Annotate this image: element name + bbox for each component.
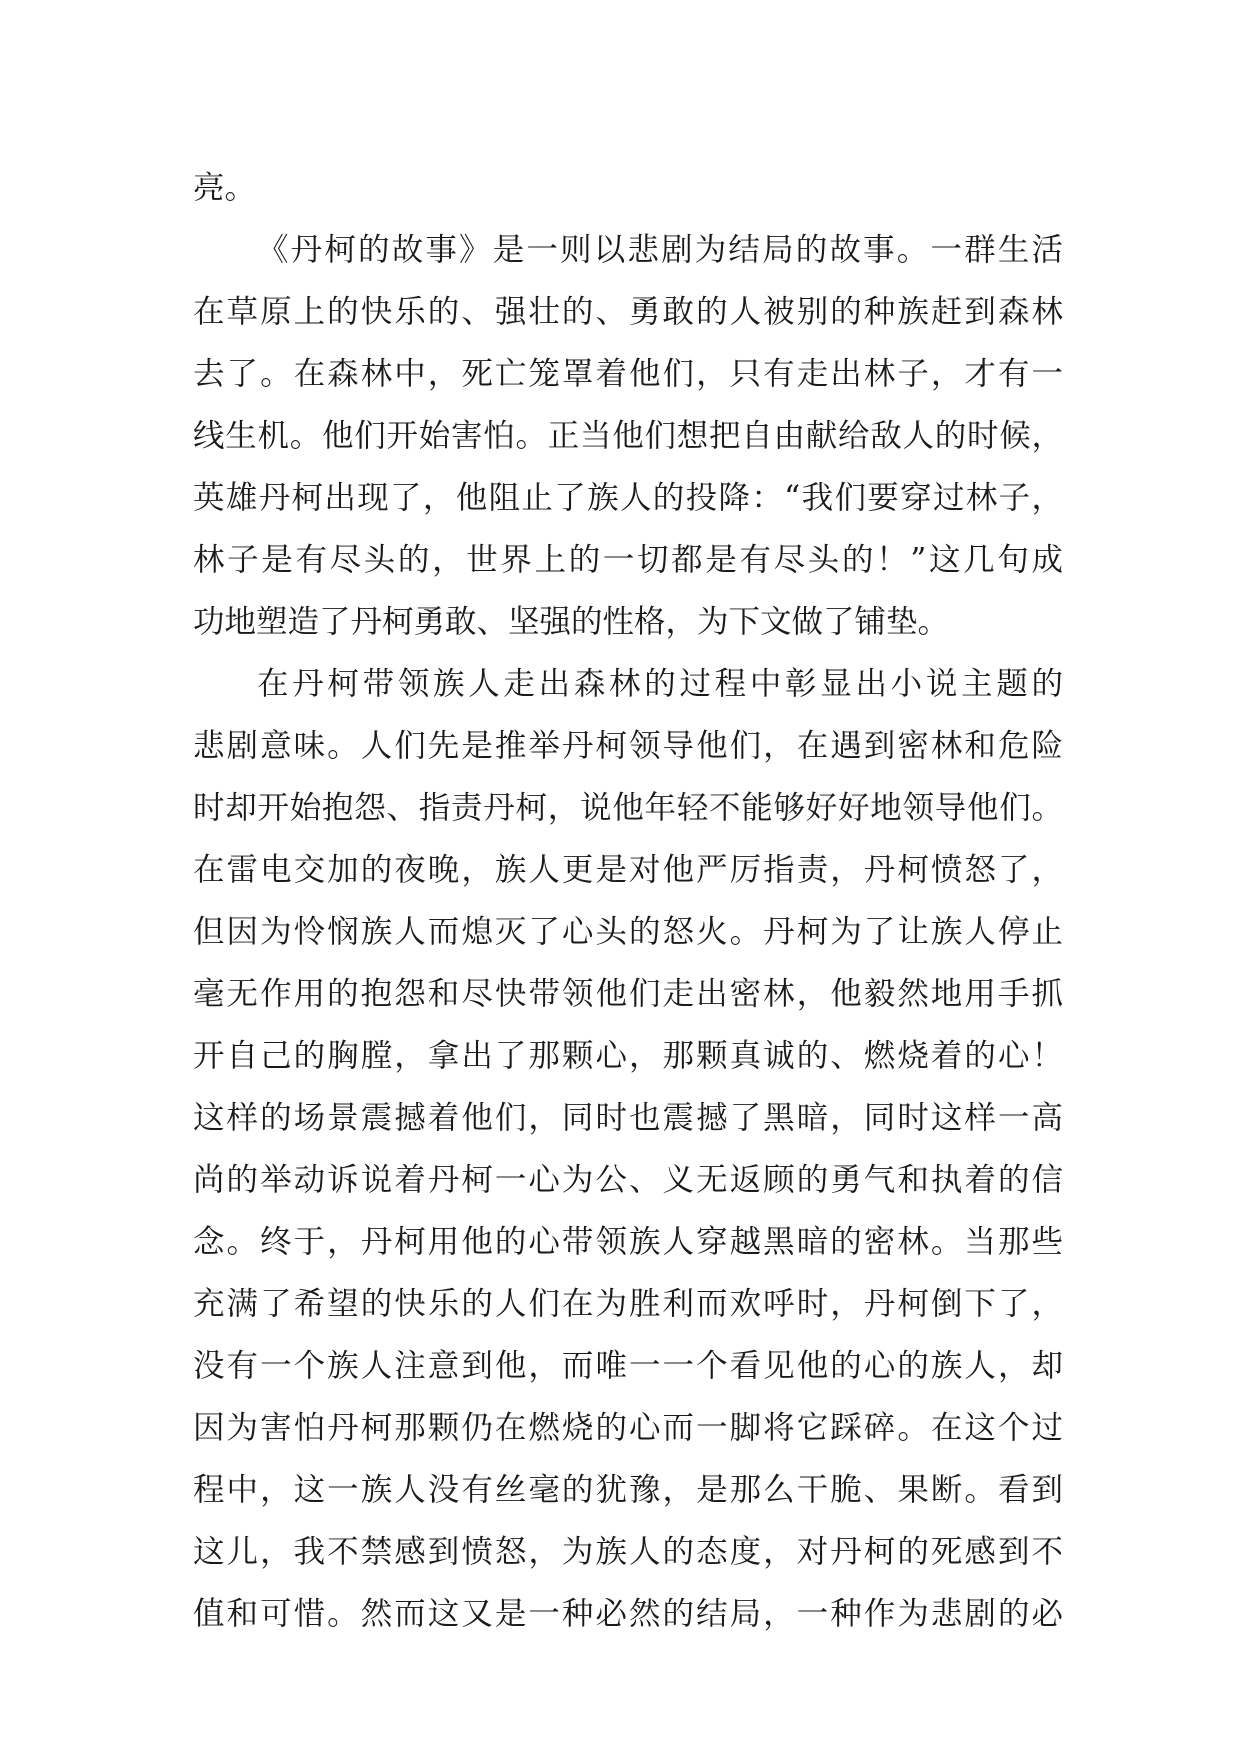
text-line: 线生机。他们开始害怕。正当他们想把自由献给敌人的时候， <box>193 418 1063 454</box>
text-line: 《丹柯的故事》是一则以悲剧为结局的故事。一群生活 <box>257 232 1063 268</box>
text-line: 在丹柯带领族人走出森林的过程中彰显出小说主题的 <box>257 666 1063 702</box>
text-line: 悲剧意味。人们先是推举丹柯领导他们，在遇到密林和危险 <box>193 728 1063 764</box>
text-line: 这样的场景震撼着他们，同时也震撼了黑暗，同时这样一高 <box>193 1100 1063 1136</box>
text-line: 在草原上的快乐的、强壮的、勇敢的人被别的种族赶到森林 <box>193 294 1063 330</box>
text-line: 时却开始抱怨、指责丹柯，说他年轻不能够好好地领导他们。 <box>193 790 1063 826</box>
text-line: 因为害怕丹柯那颗仍在燃烧的心而一脚将它踩碎。在这个过 <box>193 1410 1063 1446</box>
text-line: 尚的举动诉说着丹柯一心为公、义无返顾的勇气和执着的信 <box>193 1162 1063 1198</box>
text-line: 念。终于，丹柯用他的心带领族人穿越黑暗的密林。当那些 <box>193 1224 1063 1260</box>
text-line: 没有一个族人注意到他，而唯一一个看见他的心的族人，却 <box>193 1348 1063 1384</box>
text-line: 值和可惜。然而这又是一种必然的结局，一种作为悲剧的必 <box>193 1596 1063 1632</box>
text-line: 亮。 <box>193 170 257 206</box>
document-body <box>193 157 1063 1645</box>
text-line: 林子是有尽头的，世界上的一切都是有尽头的！”这几句成 <box>193 542 1063 578</box>
text-line: 在雷电交加的夜晚，族人更是对他严厉指责，丹柯愤怒了， <box>193 852 1063 888</box>
text-line: 程中，这一族人没有丝毫的犹豫，是那么干脆、果断。看到 <box>193 1472 1063 1508</box>
text-line: 毫无作用的抱怨和尽快带领他们走出密林，他毅然地用手抓 <box>193 976 1063 1012</box>
text-line: 但因为怜悯族人而熄灭了心头的怒火。丹柯为了让族人停止 <box>193 914 1063 950</box>
text-line: 这儿，我不禁感到愤怒，为族人的态度，对丹柯的死感到不 <box>193 1534 1063 1570</box>
text-line: 英雄丹柯出现了，他阻止了族人的投降：“我们要穿过林子， <box>193 480 1063 516</box>
text-line: 开自己的胸膛，拿出了那颗心，那颗真诚的、燃烧着的心！ <box>193 1038 1063 1074</box>
text-line: 功地塑造了丹柯勇敢、坚强的性格，为下文做了铺垫。 <box>193 604 950 640</box>
text-line: 去了。在森林中，死亡笼罩着他们，只有走出林子，才有一 <box>193 356 1063 392</box>
text-line: 充满了希望的快乐的人们在为胜利而欢呼时，丹柯倒下了， <box>193 1286 1063 1322</box>
